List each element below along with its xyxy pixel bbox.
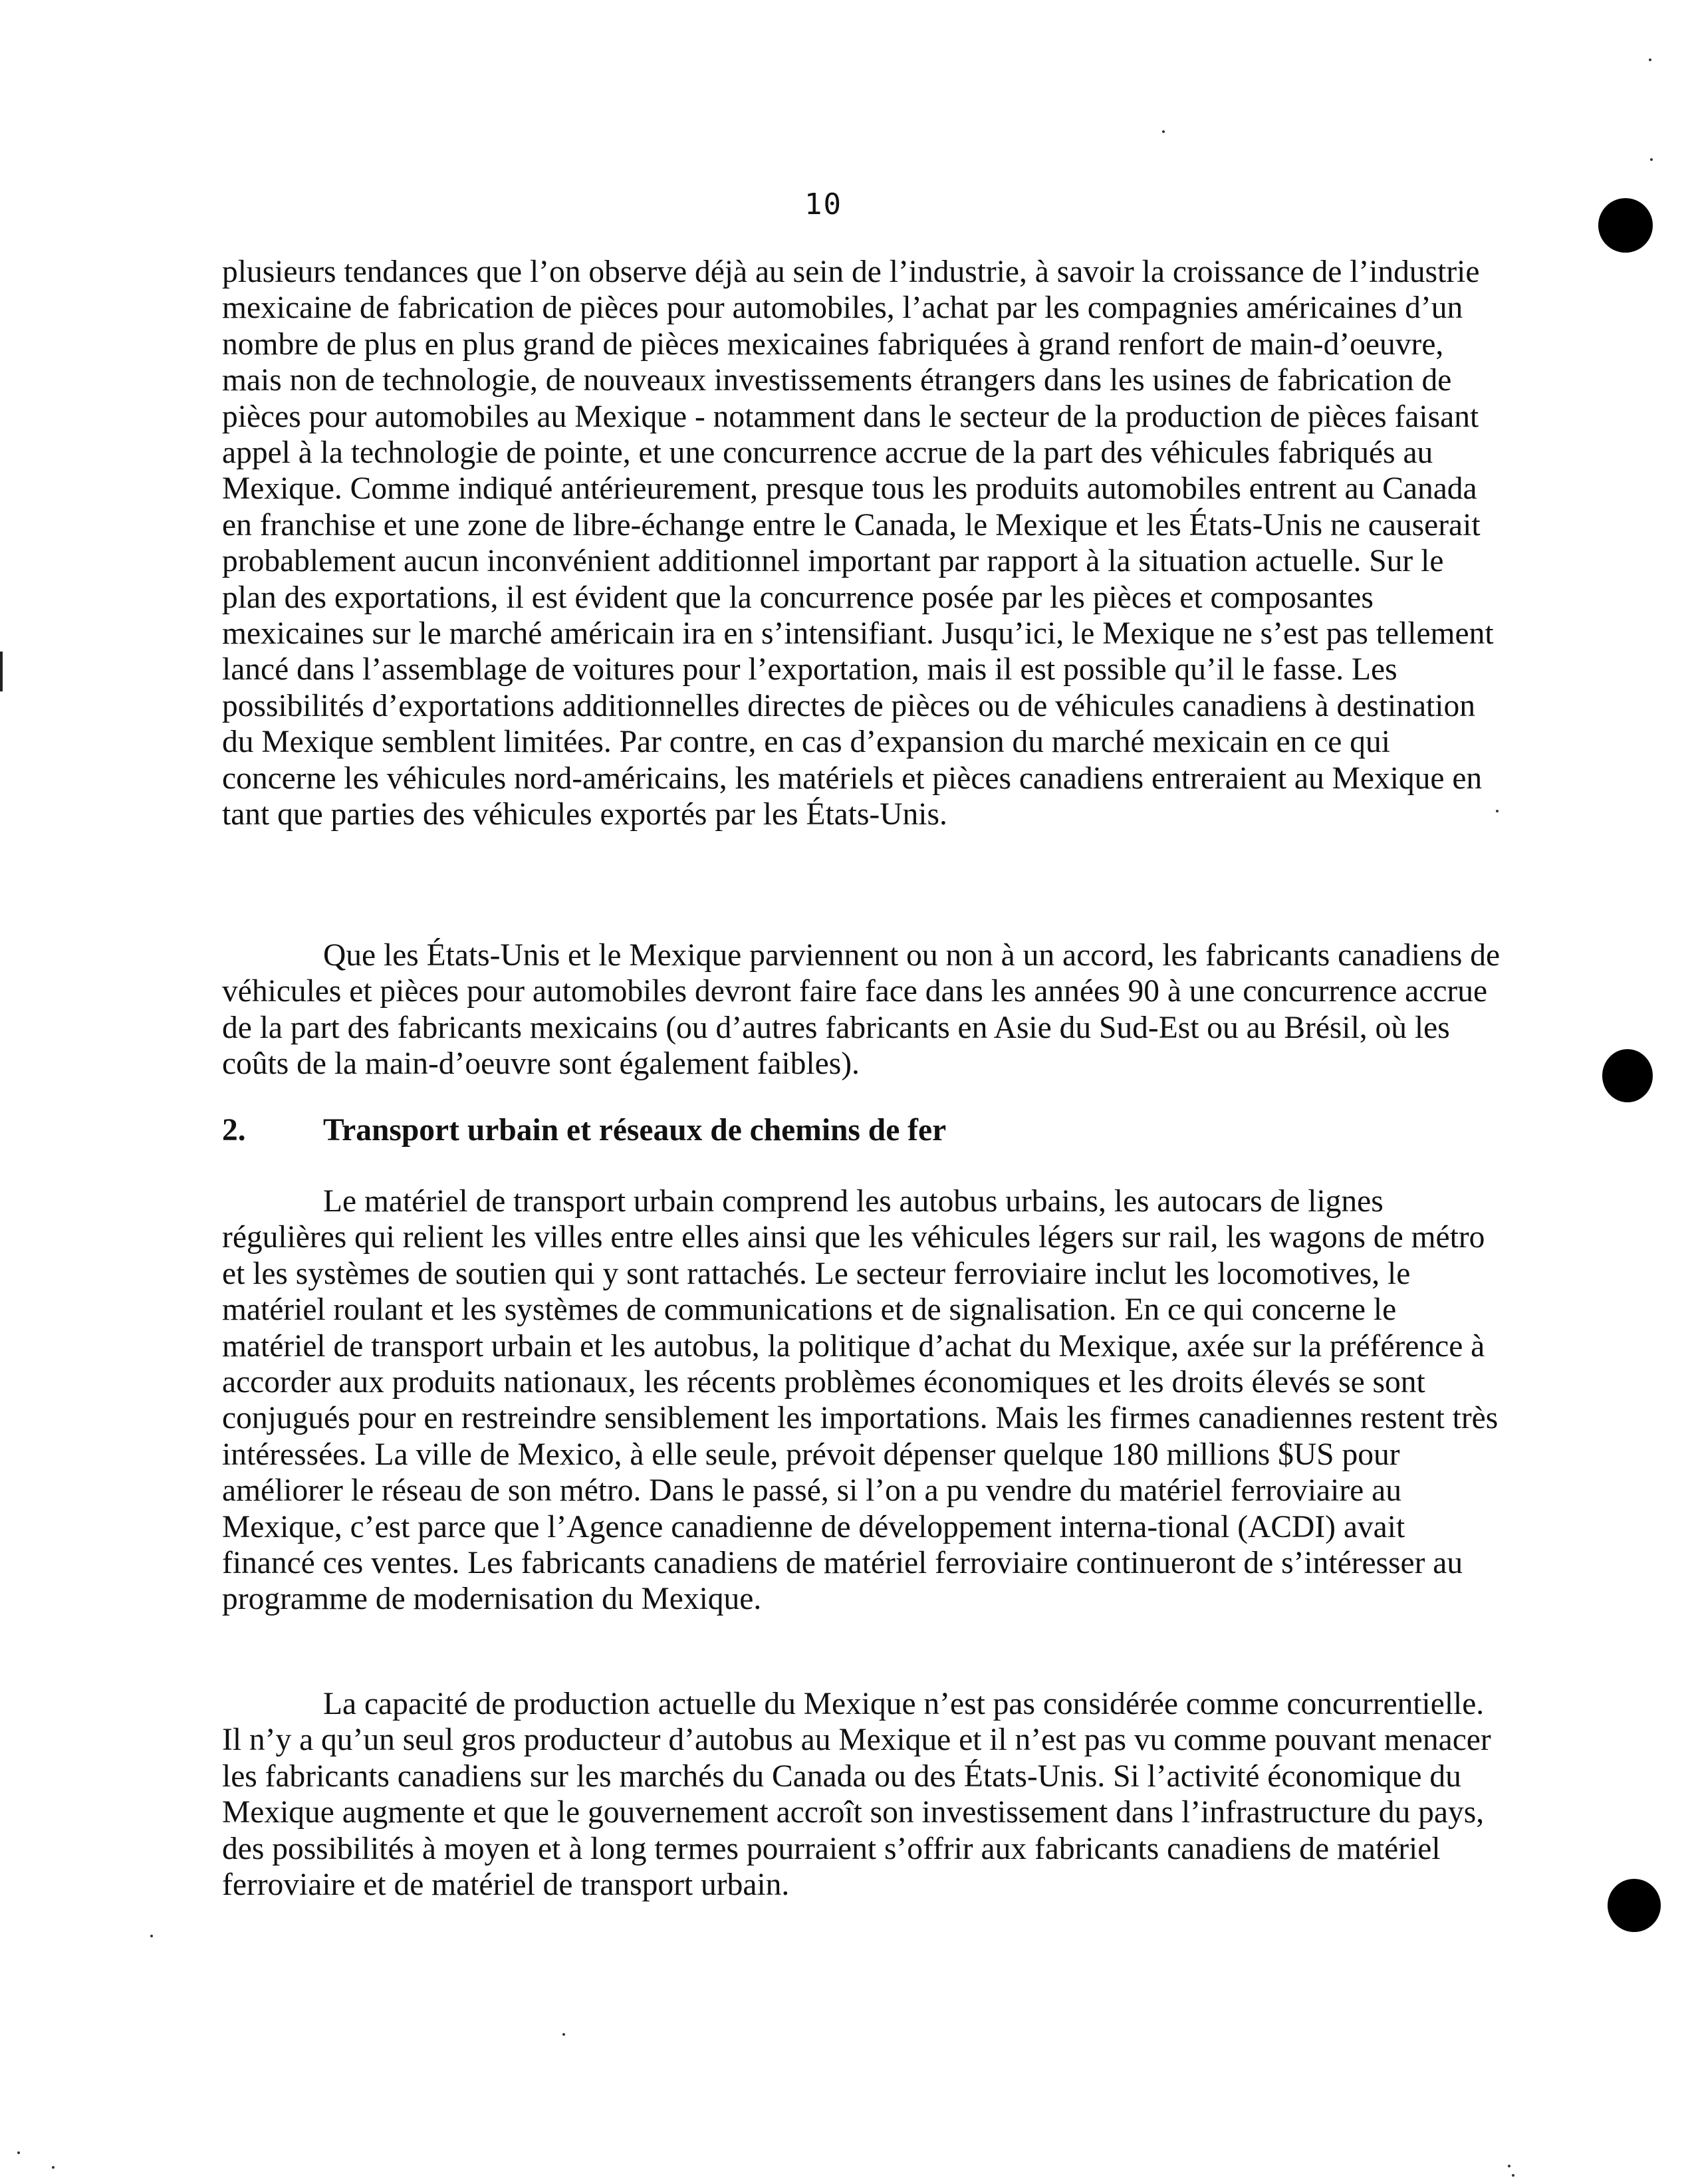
scan-speck xyxy=(150,1935,153,1937)
paragraph-3: Le matériel de transport urbain comprend les autobus urbains, les autocars de lignes régulières qui relient les villes entre elles ainsi que les véhicules légers sur rail, les wagons de métro et les systèmes de soutien qui y sont rattachés. Le secteur ferroviaire inclut les locomotives, le matériel roulant et les systèmes de communications et de signalisation. En ce qui concerne le matériel de transport urbain et les autobus, la politique d’achat du Mexique, axée sur la préférence à accorder aux produits nationaux, les récents problèmes économiques et les droits élevés se sont conjugués pour en restreindre sensiblement les importations. Mais les firmes canadiennes restent très intéressées. La ville de Mexico, à elle seule, prévoit dépenser quelque 180 millions $US pour améliorer le réseau de son métro. Dans le passé, si l’on a pu vendre du matériel ferroviaire au Mexique, c’est parce que l’Agence canadienne de développement interna-tional (ACDI) avait financé ces ventes. Les fabricants canadiens de matériel ferroviaire continueront de s’intéresser au programme de modernisation du Mexique. xyxy=(222,1184,1499,1617)
scan-speck xyxy=(1162,130,1165,133)
section-number: 2. xyxy=(222,1113,246,1148)
scan-speck xyxy=(52,2166,55,2169)
section-heading xyxy=(222,1112,946,1149)
punch-hole-bottom xyxy=(1608,1879,1661,1932)
punch-hole-middle xyxy=(1602,1049,1653,1102)
scan-speck xyxy=(1496,810,1499,812)
paragraph-4: La capacité de production actuelle du Mexique n’est pas considérée comme concurrentielle. Il n’y a qu’un seul gros producteur d’autobus au Mexique et il n’est pas vu comme pouvant menacer les fabricants canadiens sur les marchés du Canada ou des États-Unis. Si l’activité économique du Mexique augmente et que le gouvernement accroît son investissement dans l’infrastructure du pays, des possibilités à moyen et à long termes pourraient s’offrir aux fabricants canadiens de matériel ferroviaire et de matériel de transport urbain. xyxy=(222,1687,1491,1903)
section-title: Transport urbain et réseaux de chemins de fer xyxy=(323,1113,947,1148)
scan-speck xyxy=(562,2033,565,2036)
punch-hole-top xyxy=(1598,198,1653,253)
scan-edge-mark xyxy=(0,652,3,691)
scan-speck xyxy=(1649,59,1651,61)
paragraph-2: Que les États-Unis et le Mexique parviennent ou non à un accord, les fabricants canadiens de véhicules et pièces pour automobiles devront faire face dans les années 90 à une concurrence accrue de la part des fabricants mexicains (ou d’autres fabricants en Asie du Sud-Est ou au Brésil, où les coûts de la main-d’oeuvre sont également faibles). xyxy=(222,938,1501,1082)
paragraph-1: plusieurs tendances que l’on observe déjà au sein de l’industrie, à savoir la croissance de l’industrie mexicaine de fabrication de pièces pour automobiles, l’achat par les compagnies américaines d’un nombre de plus en plus grand de pièces mexicaines fabriquées à grand renfort de main-d’oeuvre, mais non de technologie, de nouveaux investissements étrangers dans les usines de fabrication de pièces pour automobiles au Mexique - notamment dans le secteur de la production de pièces faisant appel à la technologie de pointe, et une concurrence accrue de la part des véhicules fabriqués au Mexique. Comme indiqué antérieurement, presque tous les produits automobiles entrent au Canada en franchise et une zone de libre-échange entre le Canada, le Mexique et les États-Unis ne causerait probablement aucun inconvénient additionnel important par rapport à la situation actuelle. Sur le plan des exportations, il est évident que la concurrence posée par les pièces et composantes mexicaines sur le marché américain ira en s’intensifiant. Jusqu’ici, le Mexique ne s’est pas tellement lancé dans l’assemblage de voitures pour l’exportation, mais il est possible qu’il le fasse. Les possibilités d’exportations additionnelles directes de pièces ou de véhicules canadiens à destination du Mexique semblent limitées. Par contre, en cas d’expansion du marché mexicain en ce qui concerne les véhicules nord-américains, les matériels et pièces canadiens entreraient au Mexique en tant que parties des véhicules exportés par les États-Unis. xyxy=(222,255,1494,832)
page-number: 10 xyxy=(804,187,842,221)
scan-speck xyxy=(1650,158,1653,161)
scan-speck xyxy=(1508,2165,1510,2167)
scan-speck xyxy=(17,2151,20,2154)
scan-speck xyxy=(1512,2174,1514,2177)
